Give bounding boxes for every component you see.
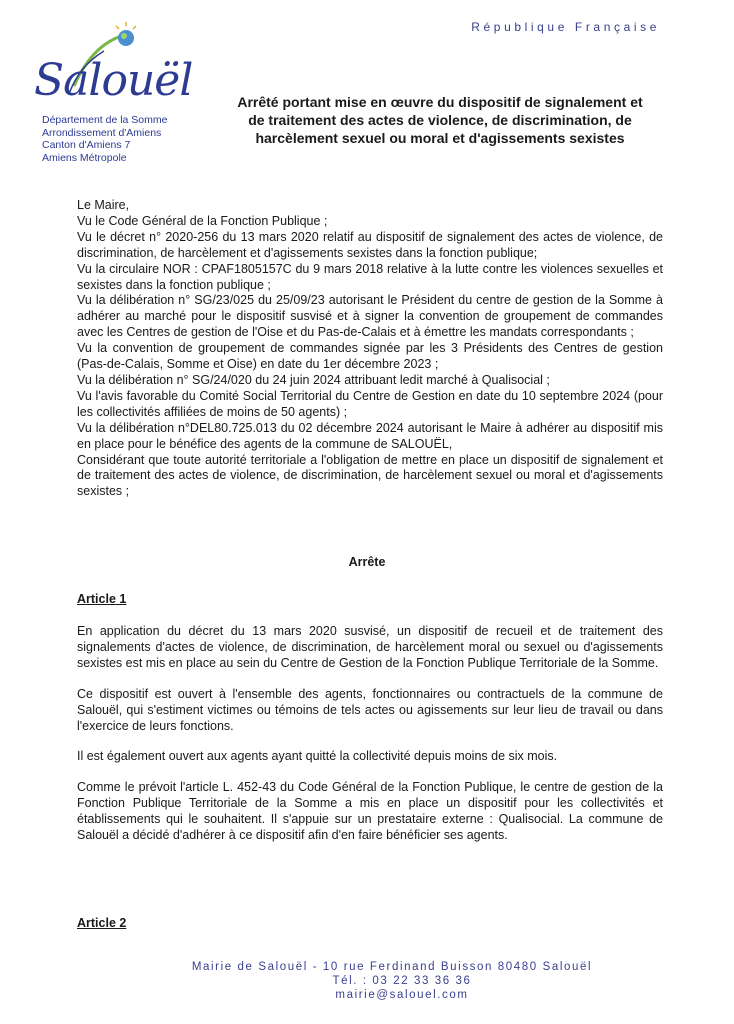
arrete-label: Arrête <box>348 555 386 569</box>
article-paragraph: Ce dispositif est ouvert à l'ensemble des agents, fonctionnaires ou contractuels de la commune de Salouël, qui s'estiment victimes ou témoins de tels actes ou agissements sur leur lieu de travail ou dans l'exercice de leurs fonctions. <box>77 686 663 733</box>
footer <box>0 960 734 1002</box>
preamble-line: Vu la délibération n° SG/23/025 du 25/09/23 autorisant le Président du centre de gestion de la Somme à adhérer au marché pour le dispositif susvisé et à signer la convention de groupement de commandes avec les Centres de gestion de l'Oise et du Pas-de-Calais et à émettre les mandats correspondants ; <box>77 293 663 340</box>
preamble-line: Vu la délibération n° SG/24/020 du 24 juin 2024 attribuant ledit marché à Qualisocial ; <box>77 372 550 387</box>
dept-line: Arrondissement d'Amiens <box>42 126 162 139</box>
preamble-line: Vu le décret n° 2020-256 du 13 mars 2020 relatif au dispositif de signalement des actes de violence, de discrimination, de harcèlement et d'agissements sexistes dans la fonction publique; <box>77 229 663 260</box>
document-title: Arrêté portant mise en œuvre du dispositif de signalement et de traitement des actes de violence, de discrimination, de harcèlement sexuel ou moral et d'agissements sexistes <box>237 94 643 146</box>
article-paragraph: Comme le prévoit l'article L. 452-43 du Code Général de la Fonction Publique, le centre de gestion de la Fonction Publique Territoriale de la Somme a mis en place un dispositif pour les collectivités et établissements qui le souhaitent. Il s'appuie sur un prestataire externe : Qualisocial. La commune de Salouël a décidé d'adhérer à ce dispositif afin d'en faire bénéficier ses agents. <box>77 780 663 843</box>
preamble-line: Le Maire, <box>77 198 130 212</box>
preamble-line: Vu la circulaire NOR : CPAF1805157C du 9 mars 2018 relative à la lutte contre les violences sexuelles et sexistes dans la fonction publique ; <box>77 261 663 292</box>
logo-name: Salouël <box>34 55 193 106</box>
footer-phone: Tél. : 03 22 33 36 36 <box>332 975 472 987</box>
dept-line: Amiens Métropole <box>42 151 127 164</box>
preamble-line: Vu la convention de groupement de commandes signée par les 3 Présidents des Centres de gestion (Pas-de-Calais, Somme et Oise) en date du 1er décembre 2023 ; <box>77 341 663 372</box>
article-paragraph: Il est également ouvert aux agents ayant quitté la collectivité depuis moins de six mois. <box>77 749 558 764</box>
article-1-body <box>77 624 663 859</box>
dept-line: Département de la Somme <box>42 114 168 126</box>
footer-address: Mairie de Salouël - 10 rue Ferdinand Buisson 80480 Salouël <box>191 961 593 973</box>
republique-francaise: République Française <box>471 20 660 34</box>
footer-email: mairie@salouel.com <box>335 989 469 1001</box>
article-1-heading: Article 1 <box>77 592 127 606</box>
article-2-heading: Article 2 <box>77 916 127 930</box>
dept-line: Canton d'Amiens 7 <box>42 139 131 151</box>
preamble <box>77 198 663 500</box>
preamble-line: Considérant que toute autorité territoriale a l'obligation de mettre en place un dispositif de signalement et de traitement des actes de violence, de discrimination, de harcèlement sexuel ou moral et d'agissements sexistes ; <box>77 452 663 499</box>
preamble-line: Vu l'avis favorable du Comité Social Territorial du Centre de Gestion en date du 10 septembre 2024 (pour les collectivités affiliées de moins de 50 agents) ; <box>77 388 663 419</box>
preamble-line: Vu la délibération n°DEL80.725.013 du 02 décembre 2024 autorisant le Maire à adhérer au dispositif mis en place pour le bénéfice des agents de la commune de SALOUËL, <box>77 420 663 451</box>
preamble-line: Vu le Code Général de la Fonction Publique ; <box>77 213 328 228</box>
article-paragraph: En application du décret du 13 mars 2020 susvisé, un dispositif de recueil et de traitement des signalements d'actes de violence, de discrimination, de harcèlement moral ou sexuel ou d'agissements sexistes est mis en place au sein du Centre de Gestion de la Fonction Publique Territoriale de la Somme. <box>77 624 663 670</box>
department-block <box>42 114 167 164</box>
